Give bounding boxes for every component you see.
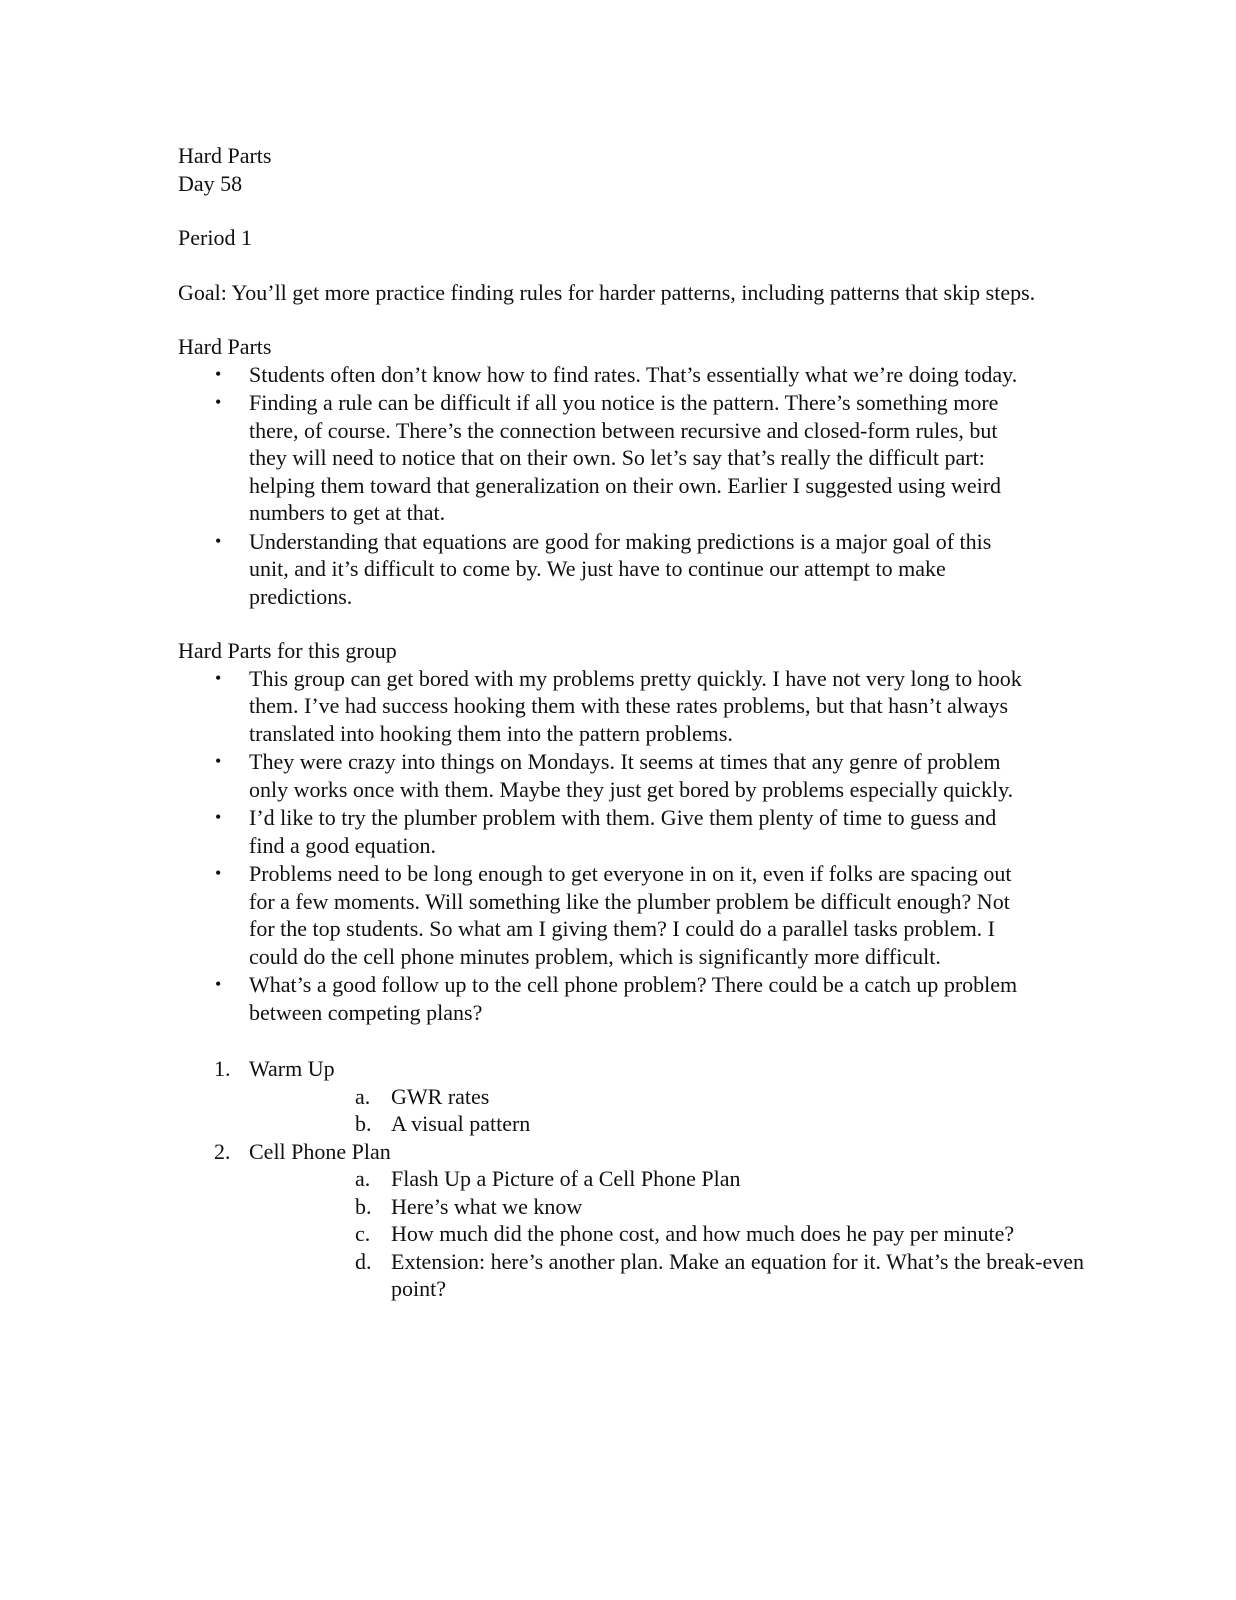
goal-text: Goal: You’ll get more practice finding rules for harder patterns, including patterns that skip steps. <box>178 279 1036 305</box>
outline-subitem <box>249 1220 1101 1248</box>
hard-parts-group-heading: Hard Parts for this group <box>178 638 397 663</box>
day-label: Day 58 <box>178 170 243 196</box>
outline-letter: d. <box>355 1248 372 1274</box>
outline-subitem <box>249 1248 1101 1303</box>
outline-item-warm-up <box>178 1055 1038 1138</box>
list-item-text: Understanding that equations are good for making predictions is a major goal of this unit, and it’s difficult to come by. We just have to continue our attempt to make predictions. <box>249 528 992 609</box>
list-item-text: Students often don’t know how to find rates. That’s essentially what we’re doing today. <box>249 361 1018 387</box>
list-item <box>178 860 1029 970</box>
outline-letter: c. <box>355 1221 371 1246</box>
list-item-text: I’d like to try the plumber problem with them. Give them plenty of time to guess and find a good equation. <box>249 805 997 858</box>
list-item <box>178 361 1029 389</box>
outline-label: Warm Up <box>249 1056 335 1081</box>
document-title: Hard Parts <box>178 143 272 168</box>
list-item-text: This group can get bored with my problems pretty quickly. I have not very long to hook them. I’ve had success hooking them with these rates problems, but that hasn’t always translated into hooking them into the pattern problems. <box>249 665 1022 746</box>
document-page <box>178 142 1084 1303</box>
hard-parts-heading: Hard Parts <box>178 334 272 359</box>
lesson-outline <box>178 1055 1084 1303</box>
outline-subitem-text: How much did the phone cost, and how much does he pay per minute? <box>391 1221 1015 1246</box>
bullet-icon: • <box>215 392 222 412</box>
bullet-icon: • <box>215 667 222 688</box>
list-item <box>178 971 1029 1026</box>
list-item-text: They were crazy into things on Mondays. It seems at times that any genre of problem only works once with them. Maybe they just get bored by problems especially quickly. <box>249 749 1014 802</box>
outline-item-cell-phone-plan <box>178 1138 1084 1303</box>
list-item <box>178 389 1029 527</box>
list-item <box>178 528 1029 611</box>
outline-subitem-text: GWR rates <box>391 1083 490 1109</box>
hard-parts-group-list <box>178 665 1038 1027</box>
outline-subitem <box>249 1165 1101 1193</box>
list-item <box>178 804 1029 859</box>
list-item <box>178 748 1029 803</box>
list-item-text: Problems need to be long enough to get everyone in on it, even if folks are spacing out for a few moments. Will something like the plumber problem be difficult enough? Not for the top students. So what am I giving them? I could do a parallel tasks problem. I could do the cell phone minutes problem, which is significantly more difficult. <box>249 861 1012 969</box>
list-item <box>178 665 1029 748</box>
outline-subitem <box>249 1083 1101 1111</box>
outline-subitem <box>249 1110 1101 1138</box>
outline-number: 1. <box>214 1056 231 1081</box>
outline-subitem-text: Flash Up a Picture of a Cell Phone Plan <box>391 1166 741 1191</box>
outline-subitem <box>249 1193 1101 1221</box>
outline-letter: a. <box>355 1083 371 1109</box>
bullet-icon: • <box>215 530 222 551</box>
outline-label: Cell Phone Plan <box>249 1138 391 1164</box>
outline-letter: a. <box>355 1166 371 1191</box>
outline-sublist <box>249 1165 1084 1303</box>
bullet-icon: • <box>215 363 222 384</box>
outline-number: 2. <box>214 1138 231 1164</box>
hard-parts-list <box>178 361 1038 611</box>
bullet-icon: • <box>215 863 222 883</box>
outline-subitem-text: Here’s what we know <box>391 1193 583 1219</box>
bullet-icon: • <box>215 751 222 771</box>
outline-subitem-text: Extension: here’s another plan. Make an equation for it. What’s the break-even point? <box>391 1248 1084 1301</box>
list-item-text: What’s a good follow up to the cell phone problem? There could be a catch up problem between competing plans? <box>249 972 1018 1025</box>
outline-subitem-text: A visual pattern <box>391 1111 531 1136</box>
outline-letter: b. <box>355 1193 372 1219</box>
list-item-text: Finding a rule can be difficult if all you notice is the pattern. There’s something more there, of course. There’s the connection between recursive and closed-form rules, but they will need to notice that on their own. So let’s say that’s really the difficult part: helping them toward that generalization on their own. Earlier I suggested using weird numbers to get at that. <box>249 390 1002 525</box>
bullet-icon: • <box>215 807 222 827</box>
bullet-icon: • <box>215 974 222 994</box>
period-label: Period 1 <box>178 225 252 250</box>
outline-sublist <box>249 1083 1038 1138</box>
outline-letter: b. <box>355 1111 372 1136</box>
